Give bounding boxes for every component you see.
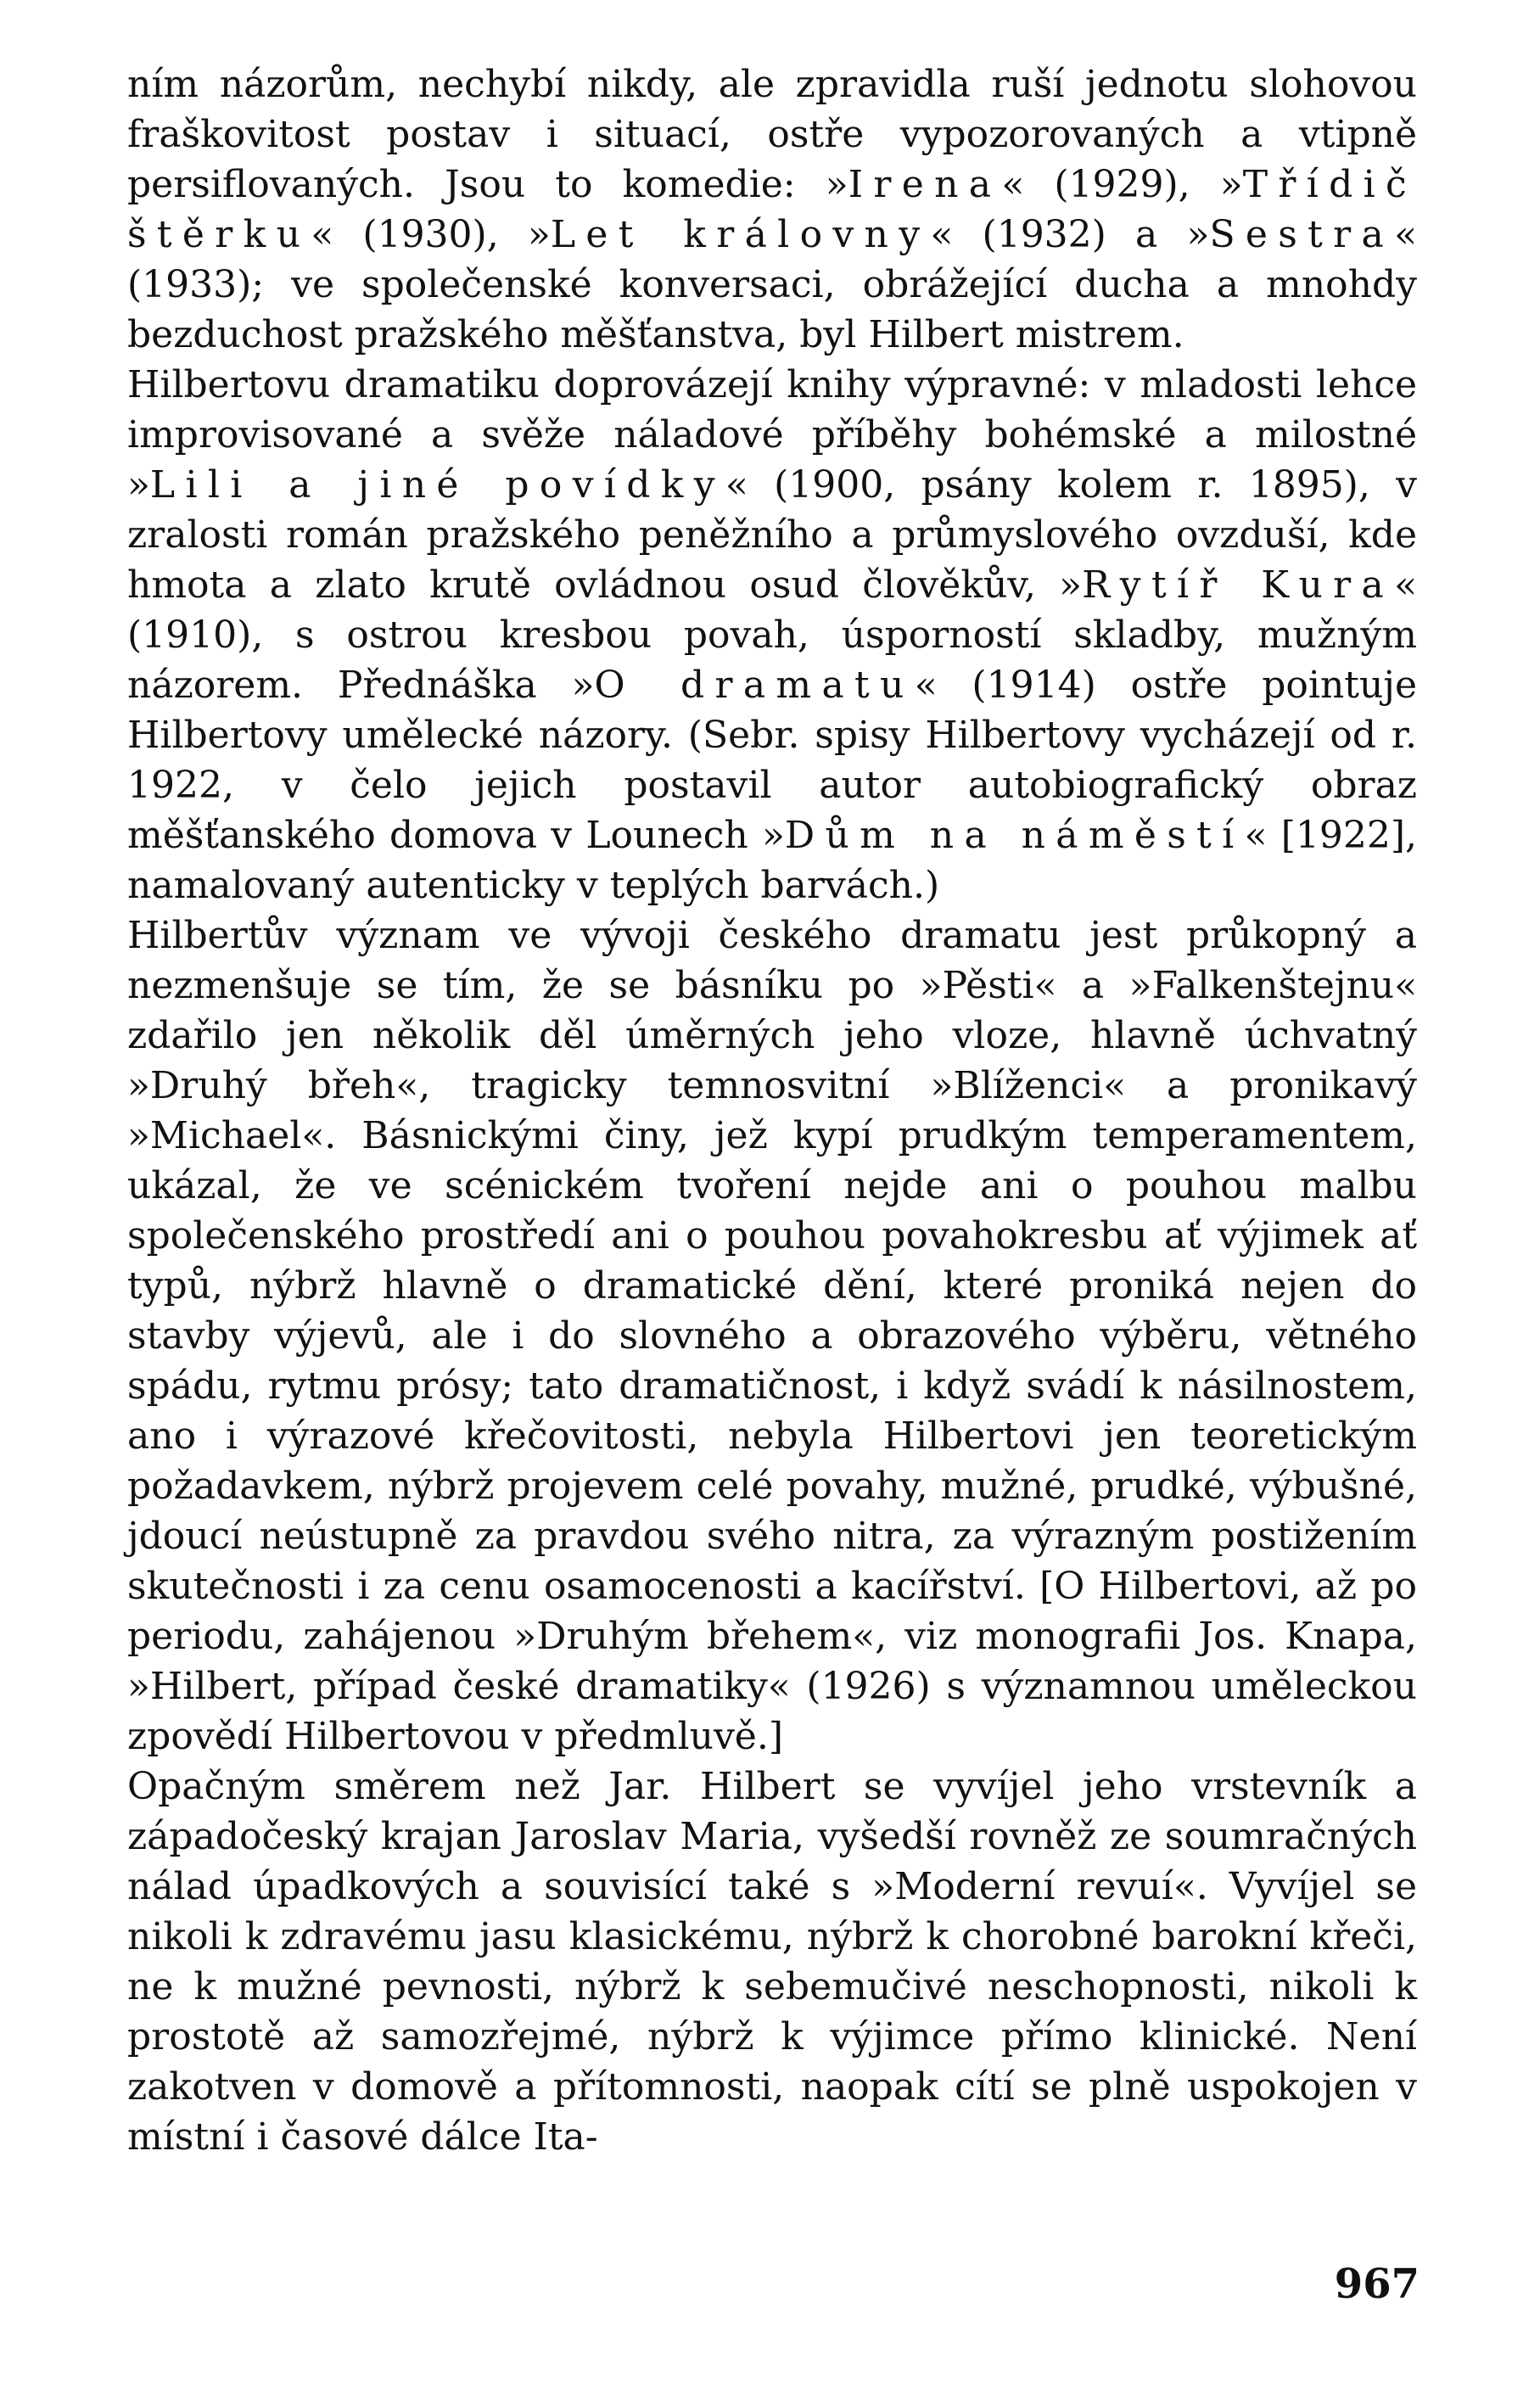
paragraph bbox=[127, 59, 1417, 360]
text-run: « (1929), » bbox=[1001, 163, 1243, 206]
text-run: « (1932) a » bbox=[930, 213, 1210, 256]
text-run: Opačným směrem než Jar. Hilbert se vyvíjel jeho vrstevník a západočeský krajan Jaroslav Maria, vyšedší rovněž ze soumračných nálad úpadkových a souvisící také s »Moderní revuí«. Vyvíjel se nikoli k zdravému jasu klasickému, nýbrž k chorobné barokní křeči, ne k mužné pevnosti, nýbrž k sebemučivé neschopnosti, nikoli k prostotě až samozřejmé, nýbrž k výjimce přímo klinické. Není zakotven v domově a přítomnosti, naopak cítí se plně uspokojen v místní i časové dálce Ita- bbox=[127, 1765, 1417, 2159]
spaced-title: Let královny bbox=[550, 213, 931, 256]
paragraph bbox=[127, 1762, 1417, 2162]
paragraph bbox=[127, 360, 1417, 910]
text-run: « (1930), » bbox=[311, 213, 551, 256]
text-run: Hilbertovu dramatiku doprovázejí knihy výpravné: v mladosti lehce improvisované a svěže náladové příběhy bohémské a milostné » bbox=[127, 363, 1417, 507]
text-run: « (1914) ostře pointuje Hilbertovy umělecké názory. (Sebr. spisy Hilbertovy vycházejí od r. 1922, v čelo jejich postavil autor autobiografický obraz měšťanského domova v Lounech » bbox=[127, 664, 1417, 857]
text-run: « (1933); ve společenské konversaci, obrážející ducha a mnohdy bezduchost pražského měšťanstva, byl Hilbert mistrem. bbox=[127, 213, 1417, 356]
paragraph bbox=[127, 910, 1417, 1762]
spaced-title: Sestra bbox=[1209, 213, 1395, 256]
spaced-title: O dramatu bbox=[594, 664, 915, 707]
spaced-title: Rytíř Kura bbox=[1082, 563, 1395, 607]
page-body bbox=[127, 59, 1417, 2162]
text-run: ním názorům, nechybí nikdy, ale zpravidla ruší jednotu slohovou fraškovitost postav i situací, ostře vypozorovaných a vtipně persiflovaných. Jsou to komedie: » bbox=[127, 63, 1417, 206]
text-run: « (1910), s ostrou kresbou povah, úsporností skladby, mužným názorem. Přednáška » bbox=[127, 563, 1417, 707]
page-number: 967 bbox=[1334, 2260, 1420, 2308]
main-text bbox=[127, 59, 1417, 2162]
spaced-title: Lili a jiné povídky bbox=[149, 463, 725, 507]
text-run: « (1900, psány kolem r. 1895), v zralosti román pražského peněžního a průmyslového ovzduší, kde hmota a zlato krutě ovládnou osud člověkův, » bbox=[127, 463, 1417, 607]
text-run: « [1922], namalovaný autenticky v teplých barvách.) bbox=[127, 814, 1417, 907]
spaced-title: Třídič štěrku bbox=[127, 163, 1417, 256]
text-run: Hilbertův význam ve vývoji českého dramatu jest průkopný a nezmenšuje se tím, že se básníku po »Pěsti« a »Falkenštejnu« zdařilo jen několik děl úměrných jeho vloze, hlavně úchvatný »Druhý břeh«, tragicky temnosvitní »Blíženci« a pronikavý »Michael«. Básnickými činy, jež kypí prudkým temperamentem, ukázal, že ve scénickém tvoření nejde ani o pouhou malbu společenského prostředí ani o pouhou povahokresbu ať výjimek ať typů, nýbrž hlavně o dramatické dění, které proniká nejen do stavby výjevů, ale i do slovného a obrazového výběru, větného spádu, rytmu prósy; tato dramatičnost, i když svádí k násilnostem, ano i výrazové křečovitosti, nebyla Hilbertovi jen teoretickým požadavkem, nýbrž projevem celé povahy, mužné, prudké, výbušné, jdoucí neústupně za pravdou svého nitra, za výrazným postižením skutečnosti i za cenu osamocenosti a kacířství. [O Hilbertovi, až po periodu, zahájenou »Druhým břehem«, viz monografii Jos. Knapa, »Hilbert, případ české dramatiky« (1926) s významnou uměleckou zpovědí Hilbertovou v předmluvě.] bbox=[127, 914, 1417, 1758]
spaced-title: Irena bbox=[848, 163, 1002, 206]
spaced-title: Dům na náměstí bbox=[784, 814, 1245, 857]
